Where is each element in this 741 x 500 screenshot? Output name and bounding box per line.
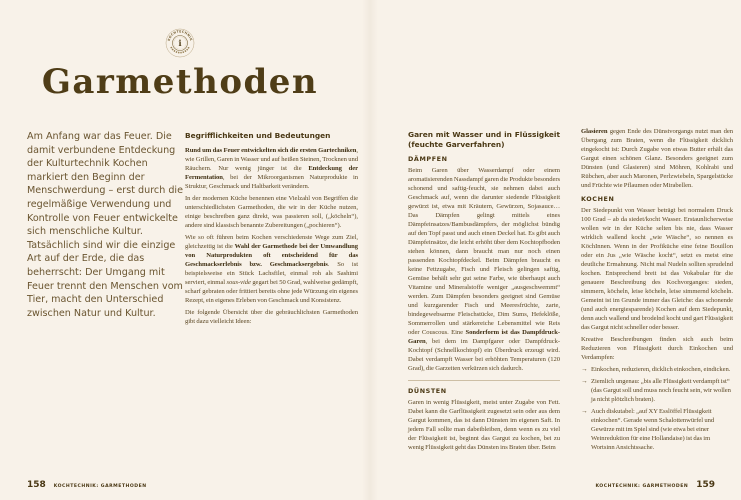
paragraph: [408, 166, 560, 373]
text-run: , bei der Mikroorganismen Naturprodukte in Struktur, Geschmack und Haltbarkeit verändern.: [185, 174, 358, 190]
emphasis-text: Sonderform ist das Dampfdruck-Garen: [408, 329, 560, 345]
badge-glyph: i: [178, 38, 182, 48]
text-run: Beim Garen über Wasserdampf oder einem aromatisierenden Nassdampf garen die Produkte besonders schonend und saftig-feucht, sie nehmen dabei auch Geschmack auf, wenn die darunter siedende Flüssigkeit gewürzt ist, etwa mit Kräutern, Gewürzen, Sojasauce… Das Dämpfen gelingt mittels eines Dämpfeinsatzes/Bambusdämpfers, der möglichst bündig auf den Topf passt und auch einen Deckel hat. Es gibt auch Dämpfeinsätze, die leicht erhöht über dem Kochtopfboden stehen können, dann braucht man nur noch einen passenden Kochtopfdeckel. Beim Dämpfen braucht es keine Fettzugabe, Fisch und Fleisch gelingen saftig, Gemüse behält sehr gut seine Farbe, wie überhaupt auch Vitamine und Mineralstoffe weniger „ausgeschwemmt“ werden. Zum Dämpfen besonders geeignet sind Gemüse und kurzgarender Fisch und Meeresfrüchte, zarte, bindegewebsarme Fleischstücke, Dim Sums, Hefeklöße, Sommerrollen und stärkereiche Lebensmittel wie Reis oder Couscous. Eine: [408, 167, 560, 336]
running-head-right: KOCHTECHNIK: GARMETHODEN: [595, 484, 689, 489]
paragraph: [185, 233, 358, 305]
subsection-title-daempfen: DÄMPFEN: [408, 155, 448, 163]
paragraph: [581, 206, 733, 332]
text-run: gegart bei 50 Grad, wahlweise gedämpft, scharf gebraten oder frittiert bereits ohne jede Würzung ein eigenes Rezept, ein eigenes Erleben von Geschmack und Konsistenz.: [185, 279, 358, 304]
paragraph: [185, 146, 358, 191]
text-run: . So ist beispielsweise ein Stück Lachsfilet, einmal roh als Sashimi serviert, einmal: [185, 261, 358, 286]
info-seal-icon: [165, 28, 195, 58]
paragraph-group: [185, 146, 358, 326]
paragraph: [185, 194, 358, 230]
bullet-list: [581, 365, 733, 452]
list-item: [581, 377, 733, 404]
paragraph: [185, 308, 358, 326]
emphasis-text: Glasieren: [581, 128, 608, 135]
text-run: , bei dem im Dampfgarer oder Dampfdruck-Kochtopf (Schnellkochtopf) ein Überdruck erzeugt wird. Dabei verdampft Wasser bei erhöhten Temperaturen (120 Grad), die Garzeiten verkürzen sich dadurch.: [408, 338, 560, 372]
arrow-icon: →: [581, 366, 588, 373]
page-gutter: [362, 0, 378, 500]
list-item-text: Ziemlich ungenau: „bis alle Flüssigkeit verdampft ist“ (das Gargut soll und muss noch feucht sein, wir wollen ja nicht plötzlich braten).: [591, 378, 731, 403]
text-run: In der modernen Küche benennen eine Vielzahl von Begriffen die unterschiedlichsten Garmethoden, die wir in der Küche nutzen, einige beschreiben ganz direkt, was passieren soll, („köcheln“), andere sind klassisch benannte Zubereitungen („pochieren“).: [185, 195, 358, 229]
intro-text: Am Anfang war das Feuer. Die damit verbundene Entdeckung der Kulturtechnik Kochen markiert den Beginn der Menschwerdung – erst durch die regelmäßige Verwendung und Kontrolle von Feuer entwickelte sich menschliche Kultur. Tatsächlich sind wir die einzige Art auf der Erde, die das beherrscht: Der Umgang mit Feuer trennt den Menschen vom Tier, macht den Unterschied zwischen Natur und Kultur.: [27, 131, 183, 319]
text-run: Kreative Beschreibungen finden sich auch beim Reduzieren von Flüssigkeit durch Einkochen und Verdampfen:: [581, 336, 733, 361]
footer-right: [595, 480, 715, 490]
section-heading: Garen mit Wasser und in Flüssigkeit (feuchte Garverfahren): [408, 130, 560, 149]
column-terms: [185, 131, 358, 329]
paragraph: [581, 127, 733, 190]
emphasis-text: Rund um das Feuer entwickelten sich die ersten Gartechniken: [185, 147, 357, 154]
paragraph-group: [581, 127, 733, 190]
text-run: gegen Ende des Dünstvorgangs nutzt man den Übergang zum Braten, wenn die Flüssigkeit dicklich eingekocht ist: Durch Zugabe von etwas Butter erhält das Gargut einen schönen Glanz. Besonders geeignet zum Dünsten (und Glasieren) sind Möhren, Kohlrabi und Rübchen, aber auch Maronen, Perlzwiebeln, Spargelstücke und Früchte wie Pflaumen oder Mirabellen.: [581, 128, 733, 189]
text-run: Der Siedepunkt von Wasser beträgt bei normalem Druck 100 Grad – ab da siedet/kocht Wasser. Erstaunlicherweise wollen wir in der Küche selten bis nie, dass Wasser wirklich wallend kocht „wie Wäsche“, so nennen es KöchInnen. Wenn in der Profiküche eine feine Bouillon oder ein Jus „wie Wäsche kocht“, setzt es meist eine deutliche Ermahnung. Nicht mal Nudeln sollten sprudelnd kochen. Entsprechend breit ist das Vokabular für die genauere Beschreibung des Kochvorganges: sieden, simmern, köcheln, leise köcheln, leise simmernd köcheln. Gemeint ist im Grunde immer das Gleiche: das schonende (und auch energiesparende) Kochen auf dem Siedepunkt, denn auch wallend und brodelnd kocht und gart Flüssigkeit das Gargut nicht schneller oder besser.: [581, 207, 733, 331]
subsection-title-duensten: DÜNSTEN: [408, 387, 447, 395]
text-run: Wie so oft führen beim Kochen verschiedenste Wege zum Ziel, gleichzeitig ist die: [185, 234, 358, 250]
list-item: [581, 365, 733, 374]
list-item-text: Auch diskutabel: „auf XY Esslöffel Flüssigkeit einkochen“. Gerade wenn Schalottenwürfel und Gewürze mit im Spiel sind (wie etwa bei einer Weinreduktion für eine Hollandaise) ist das im Wortsinn Ansichtssache.: [591, 408, 715, 451]
page-title: Garmethoden: [41, 62, 319, 102]
emphasis-text: Entdeckung der Fermentation: [185, 165, 358, 181]
badge-text: KOCHTECHNIK: [166, 29, 194, 42]
footer-left: [27, 480, 147, 490]
arrow-icon: →: [581, 408, 588, 415]
paragraph-group: [408, 166, 560, 373]
running-head-left: KOCHTECHNIK: GARMETHODEN: [53, 484, 147, 489]
paragraph-group: [581, 206, 733, 362]
emphasis-text: Wahl der Garmethode bei der Umwandlung von Naturprodukten oft entscheidend für das Geschmackserlebnis bzw. Geschmacksergebnis: [185, 243, 358, 268]
paragraph: [408, 398, 560, 452]
section-heading: Begrifflichkeiten und Bedeutungen: [185, 131, 331, 140]
list-item-text: Einkochen, reduzieren, dicklich einkochen, eindicken.: [591, 366, 731, 373]
arrow-icon: →: [581, 378, 588, 385]
subsection-title-kochen: KOCHEN: [581, 195, 615, 203]
paragraph: [581, 335, 733, 362]
column-moist-cooking: [408, 130, 560, 455]
page-number-right: 159: [696, 480, 715, 490]
text-run: sous-vide: [226, 279, 251, 286]
column-boiling: [581, 127, 733, 455]
page-number-left: 158: [27, 480, 46, 490]
list-item: [581, 407, 733, 452]
text-run: , wie Grillen, Garen in Wasser und auf heißen Steinen, Trocknen und Räuchern. Nur wenig jünger ist die: [185, 147, 358, 172]
text-run: Die folgende Übersicht über die gebräuchlichsten Garmethoden gibt dazu vielleicht Ideen:: [185, 309, 358, 325]
text-run: Garen in wenig Flüssigkeit, meist unter Zugabe von Fett. Dabei kann die Garflüssigkeit zugesetzt sein oder aus dem Gargut kommen, das ist dann Dünsten im eigenen Saft. In jedem Fall sollte man dabeibleiben, denn wenn es zu viel der Flüssigkeit ist, beginnt das Gargut zu kochen, bei zu wenig Flüssigkeit geht das Dünsten ins Braten über. Beim: [408, 399, 560, 451]
paragraph-group: [408, 398, 560, 452]
divider: [408, 380, 560, 381]
